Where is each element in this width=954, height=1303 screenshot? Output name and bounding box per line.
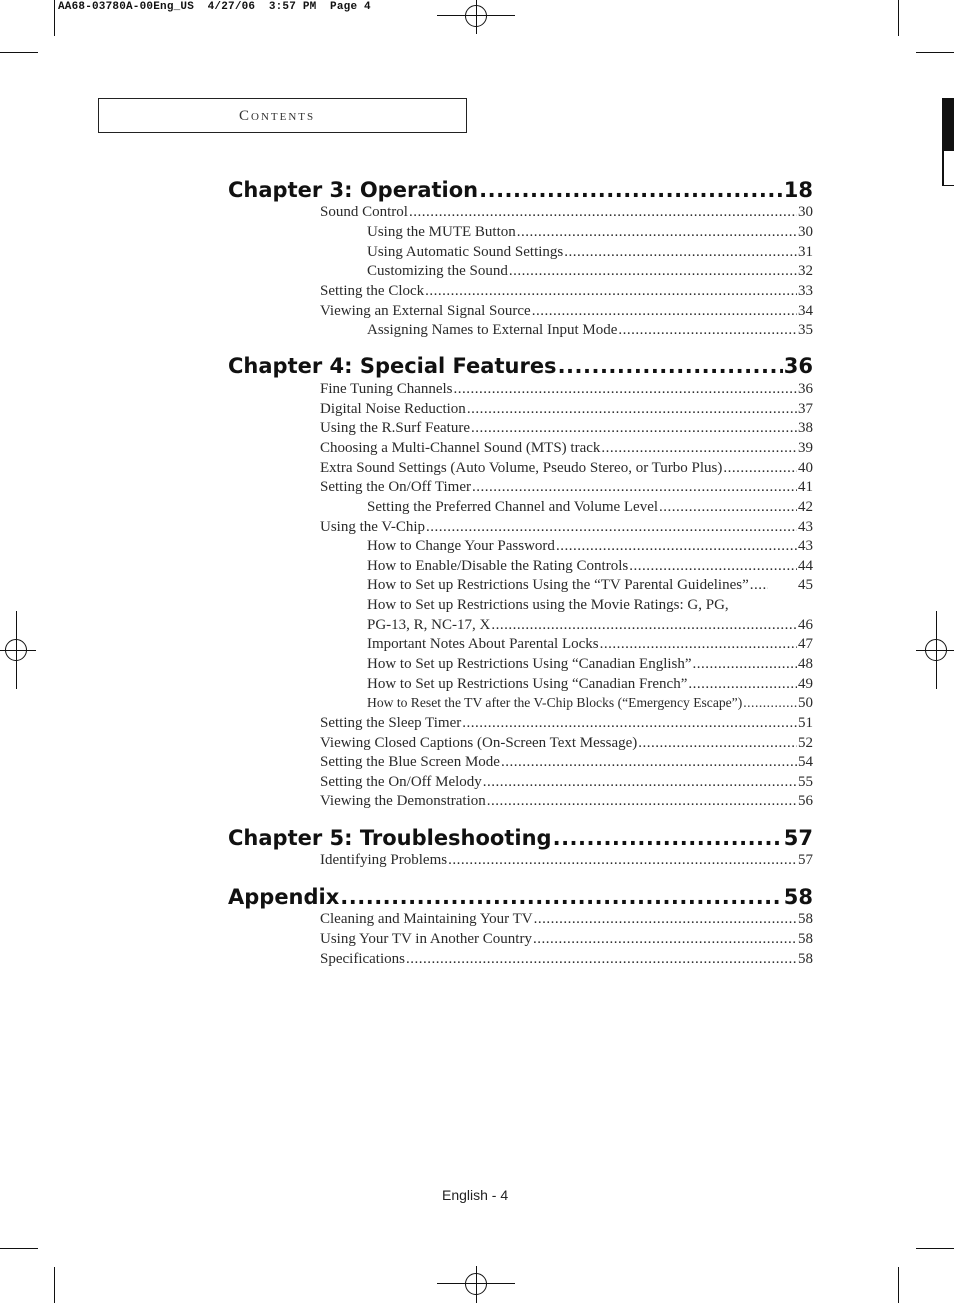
entry-label: Setting the Blue Screen Mode <box>320 754 500 770</box>
chapter-page: 36 <box>783 354 813 378</box>
leader-dots <box>448 850 797 870</box>
leader-dots <box>462 713 797 733</box>
entry-page: 46 <box>798 617 813 633</box>
chapter-title: Chapter 5: Troubleshooting <box>228 826 552 850</box>
entry-page: 47 <box>798 636 813 652</box>
crop-mark <box>54 1267 55 1303</box>
entry-page: 33 <box>798 283 813 299</box>
section-tab-outline <box>942 150 954 186</box>
leader-dots <box>659 497 797 517</box>
entry-label: Assigning Names to External Input Mode <box>367 322 618 338</box>
toc-entry[interactable] <box>320 517 813 537</box>
entry-page: 49 <box>798 676 813 692</box>
entry-label: Setting the On/Off Melody <box>320 774 482 790</box>
entry-label: PG-13, R, NC-17, X <box>367 617 491 633</box>
leader-dots <box>629 556 797 576</box>
entry-label: Setting the Sleep Timer <box>320 715 462 731</box>
toc-entry[interactable] <box>320 752 813 772</box>
toc-entry[interactable] <box>320 772 813 792</box>
entry-page: 32 <box>798 263 813 279</box>
entry-page: 43 <box>798 519 813 535</box>
leader-dots <box>533 929 797 949</box>
leader-dots <box>723 458 797 478</box>
entry-page: 36 <box>798 381 813 397</box>
chapter-heading[interactable] <box>228 826 813 852</box>
leader-dots <box>532 301 797 321</box>
entry-label: How to Reset the TV after the V-Chip Blocks (“Emergency Escape”) <box>367 695 743 710</box>
entry-label: Viewing the Demonstration <box>320 793 486 809</box>
chapter-title: Chapter 4: Special Features <box>228 354 557 378</box>
entry-page: 56 <box>798 793 813 809</box>
leader-dots <box>509 261 797 281</box>
entry-label: Customizing the Sound <box>367 263 508 279</box>
leader-dots <box>479 178 783 202</box>
toc-subentry[interactable] <box>367 536 813 556</box>
entry-label: Using the R.Surf Feature <box>320 420 470 436</box>
toc-subentry[interactable] <box>367 674 813 694</box>
contents-header-box <box>98 98 467 133</box>
leader-dots <box>688 674 797 694</box>
entry-page: 45 <box>798 577 813 593</box>
entry-page: 58 <box>798 951 813 967</box>
entry-page: 38 <box>798 420 813 436</box>
entry-page: 55 <box>798 774 813 790</box>
leader-dots <box>483 772 797 792</box>
leader-dots <box>618 320 797 340</box>
crop-mark <box>898 0 899 36</box>
entry-label: Using the V-Chip <box>320 519 426 535</box>
crop-mark <box>916 52 954 53</box>
entry-page: 31 <box>798 244 813 260</box>
entry-page: 30 <box>798 224 813 240</box>
leader-dots <box>487 791 797 811</box>
leader-dots <box>467 399 797 419</box>
entry-label: Extra Sound Settings (Auto Volume, Pseudo Stereo, or Turbo Plus) <box>320 460 723 476</box>
entry-label: Viewing Closed Captions (On-Screen Text Message) <box>320 735 638 751</box>
leader-dots <box>406 949 797 969</box>
leader-dots <box>472 477 797 497</box>
toc-entry[interactable] <box>320 909 813 929</box>
entry-label: Specifications <box>320 951 405 967</box>
leader-dots <box>340 885 782 909</box>
leader-dots <box>600 634 797 654</box>
leader-dots <box>553 826 783 850</box>
toc-subentry[interactable] <box>367 261 813 281</box>
entry-label: How to Enable/Disable the Rating Controls <box>367 558 629 574</box>
entry-page: 37 <box>798 401 813 417</box>
toc-entry[interactable] <box>320 379 813 399</box>
toc-subentry[interactable] <box>367 222 813 242</box>
chapter-heading[interactable] <box>228 354 813 380</box>
entry-page: 42 <box>798 499 813 515</box>
toc-entry[interactable] <box>320 733 813 753</box>
toc-entry[interactable] <box>320 850 813 870</box>
entry-label: Choosing a Multi-Channel Sound (MTS) track <box>320 440 601 456</box>
leader-dots <box>425 281 797 301</box>
toc-subentry[interactable] <box>367 556 813 576</box>
entry-page: 35 <box>798 322 813 338</box>
entry-page: 58 <box>798 911 813 927</box>
entry-label: Important Notes About Parental Locks <box>367 636 599 652</box>
entry-page: 41 <box>798 479 813 495</box>
leader-dots <box>564 242 797 262</box>
entry-page: 40 <box>798 460 813 476</box>
section-tab-marker <box>942 98 954 150</box>
entry-label: How to Set up Restrictions Using “Canadian English” <box>367 656 692 672</box>
leader-dots <box>750 575 768 595</box>
toc-entry[interactable] <box>320 791 813 811</box>
crop-mark <box>916 1248 954 1249</box>
toc-entry[interactable] <box>320 477 813 497</box>
toc-entry[interactable] <box>320 418 813 438</box>
toc-subentry[interactable] <box>367 497 813 517</box>
leader-dots <box>558 354 783 378</box>
crop-mark <box>0 52 38 53</box>
print-slug: AA68-03780A-00Eng_US 4/27/06 3:57 PM Page 4 <box>58 1 371 13</box>
entry-page: 30 <box>798 204 813 220</box>
entry-label: How to Set up Restrictions using the Movie Ratings: G, PG, <box>367 597 729 613</box>
entry-label: Using Your TV in Another Country <box>320 931 532 947</box>
leader-dots <box>501 752 797 772</box>
leader-dots <box>638 733 797 753</box>
crop-mark <box>54 0 55 36</box>
leader-dots <box>601 438 797 458</box>
leader-dots <box>693 654 797 674</box>
chapter-title: Appendix <box>228 885 340 909</box>
entry-label: Setting the Clock <box>320 283 425 299</box>
entry-page: 57 <box>798 852 813 868</box>
entry-label: Viewing an External Signal Source <box>320 303 531 319</box>
toc-entry[interactable] <box>320 438 813 458</box>
toc-subentry[interactable] <box>367 575 813 595</box>
entry-page: 39 <box>798 440 813 456</box>
toc-entry[interactable] <box>320 713 813 733</box>
entry-label: Fine Tuning Channels <box>320 381 453 397</box>
toc-subentry-continued[interactable] <box>367 615 813 635</box>
toc-entry[interactable] <box>320 202 813 222</box>
entry-page: 44 <box>798 558 813 574</box>
leader-dots <box>426 517 797 537</box>
chapter-page: 58 <box>783 885 813 909</box>
entry-page: 52 <box>798 735 813 751</box>
leader-dots <box>409 202 797 222</box>
entry-label: Cleaning and Maintaining Your TV <box>320 911 533 927</box>
entry-label: Using the MUTE Button <box>367 224 516 240</box>
entry-page: 50 <box>798 695 813 711</box>
entry-label: Digital Noise Reduction <box>320 401 466 417</box>
crop-mark <box>0 1248 38 1249</box>
toc-subentry[interactable] <box>367 320 813 340</box>
toc-entry[interactable] <box>320 281 813 301</box>
chapter-page: 18 <box>783 178 813 202</box>
chapter-page: 57 <box>783 826 813 850</box>
entry-label: Identifying Problems <box>320 852 448 868</box>
entry-page: 43 <box>798 538 813 554</box>
entry-label: Using Automatic Sound Settings <box>367 244 564 260</box>
leader-dots <box>556 536 797 556</box>
toc-subentry[interactable] <box>367 654 813 674</box>
chapter-heading[interactable] <box>228 885 813 911</box>
toc-entry[interactable] <box>320 929 813 949</box>
crop-mark <box>898 1267 899 1303</box>
leader-dots <box>491 615 797 635</box>
toc-subentry[interactable] <box>367 693 813 713</box>
leader-dots <box>454 379 797 399</box>
toc-subentry[interactable] <box>367 242 813 262</box>
entry-page: 48 <box>798 656 813 672</box>
entry-page: 58 <box>798 931 813 947</box>
toc-entry[interactable] <box>320 399 813 419</box>
entry-label: How to Set up Restrictions Using “Canadian French” <box>367 676 688 692</box>
entry-page: 54 <box>798 754 813 770</box>
toc-subentry[interactable] <box>367 634 813 654</box>
toc-entry[interactable] <box>320 949 813 969</box>
toc-entry[interactable] <box>320 301 813 321</box>
entry-label: How to Change Your Password <box>367 538 555 554</box>
toc-entry[interactable] <box>320 458 813 478</box>
entry-label: How to Set up Restrictions Using the “TV Parental Guidelines” <box>367 577 749 593</box>
contents-heading: Contents <box>239 108 316 124</box>
chapter-heading[interactable] <box>228 178 813 204</box>
entry-label: Setting the Preferred Channel and Volume Level <box>367 499 659 515</box>
entry-label: Sound Control <box>320 204 408 220</box>
entry-page: 34 <box>798 303 813 319</box>
leader-dots <box>534 909 797 929</box>
toc-subentry[interactable] <box>367 595 813 615</box>
entry-page: 51 <box>798 715 813 731</box>
page-footer: English - 4 <box>442 1187 509 1203</box>
chapter-title: Chapter 3: Operation <box>228 178 479 202</box>
leader-dots <box>471 418 797 438</box>
leader-dots <box>743 693 797 713</box>
entry-label: Setting the On/Off Timer <box>320 479 471 495</box>
leader-dots <box>517 222 797 242</box>
